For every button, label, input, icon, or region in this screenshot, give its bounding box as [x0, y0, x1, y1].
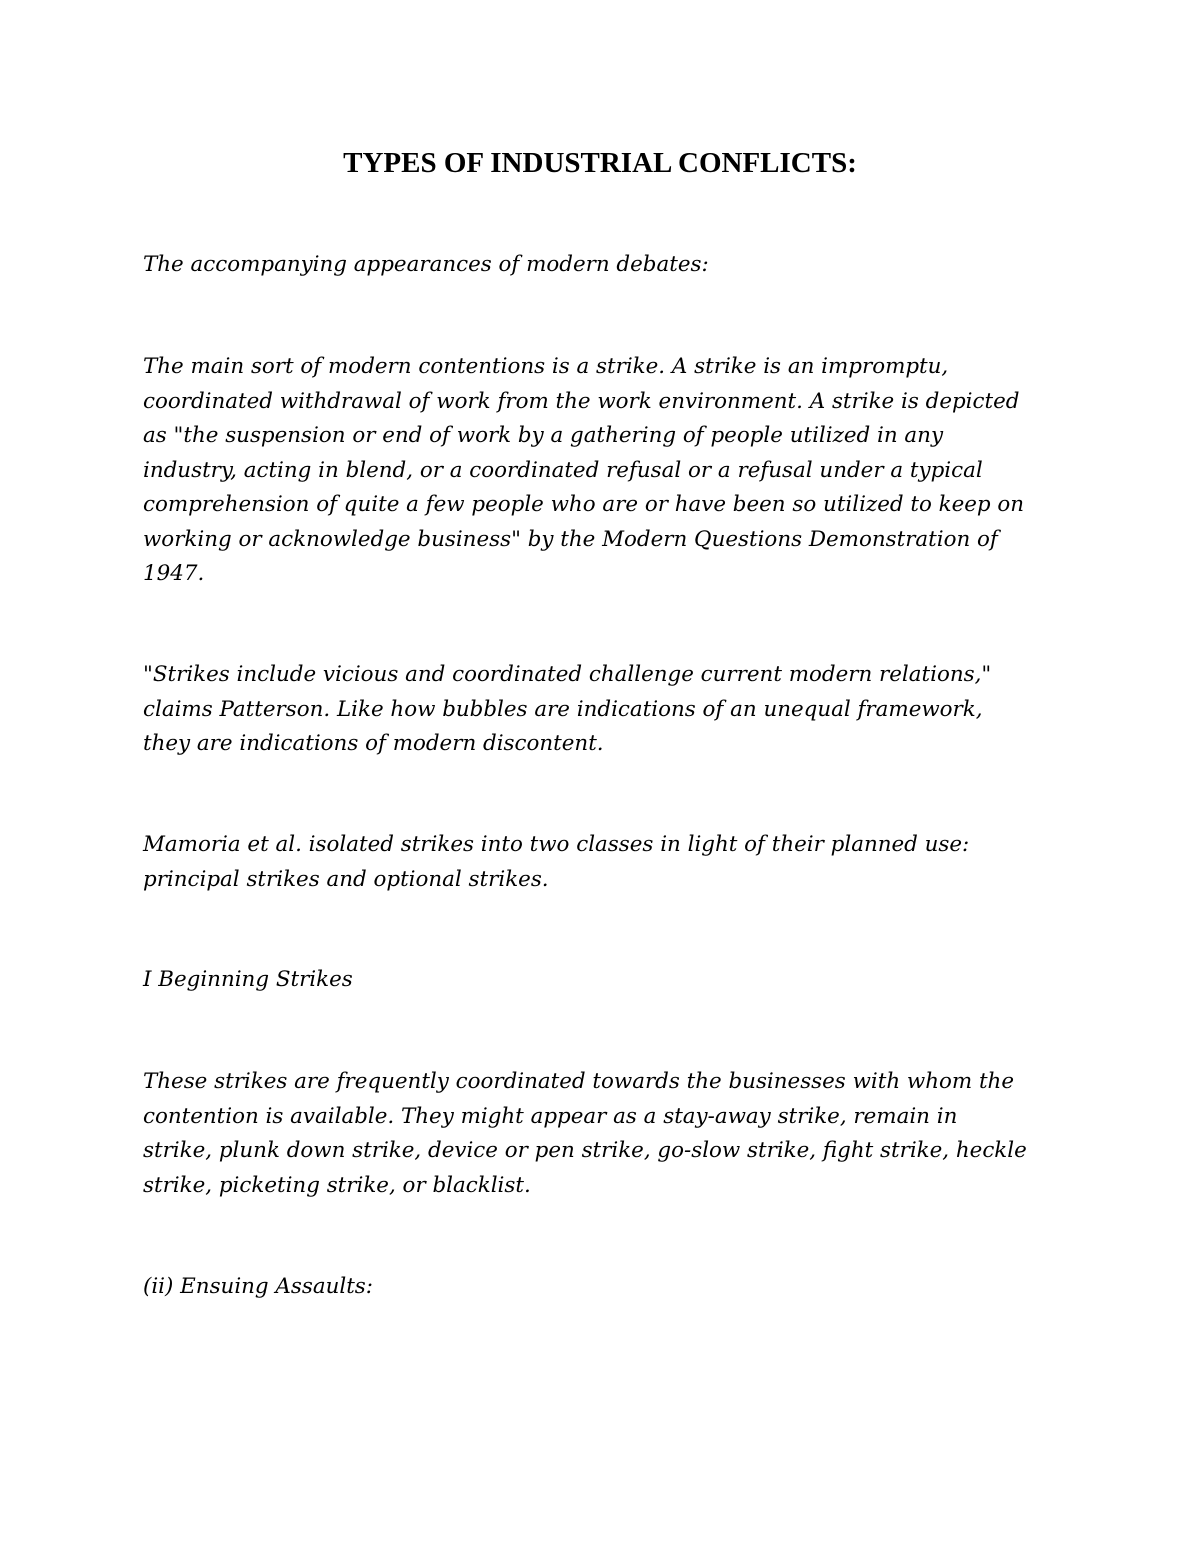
- paragraph-line: "Strikes include vicious and coordinated challenge current modern relations,": [143, 662, 992, 687]
- paragraph-line: claims Patterson. Like how bubbles are indications of an unequal framework,: [143, 696, 983, 722]
- paragraph-line: as "the suspension or end of work by a gathering of people utilized in any: [143, 423, 944, 448]
- primary-strikes-paragraph: [143, 1065, 1073, 1203]
- section-heading-beginning-strikes: [143, 963, 1073, 998]
- paragraph-line: contention is available. They might appear as a stay-away strike, remain in: [143, 1103, 958, 1129]
- paragraph-line: industry, acting in blend, or a coordinated refusal or a refusal under a typical: [143, 457, 983, 483]
- paragraph-line: The accompanying appearances of modern debates:: [143, 252, 709, 277]
- paragraph-line: principal strikes and optional strikes.: [143, 866, 549, 892]
- paragraph-line: strike, picketing strike, or blacklist.: [143, 1172, 531, 1198]
- document-title: TYPES OF INDUSTRIAL CONFLICTS:: [343, 147, 857, 179]
- section-heading-ensuing-assaults: [143, 1270, 1073, 1305]
- paragraph-line: coordinated withdrawal of work from the work environment. A strike is depicted: [143, 388, 1020, 414]
- mamoria-classes-paragraph: [143, 828, 1073, 897]
- paragraph-line: 1947.: [143, 561, 205, 586]
- paragraph-line: I Beginning Strikes: [143, 967, 353, 992]
- strike-definition-paragraph: [143, 350, 1073, 592]
- paragraph-line: strike, plunk down strike, device or pen strike, go-slow strike, fight strike, heckle: [143, 1138, 1027, 1163]
- paragraph-line: comprehension of quite a few people who are or have been so utilized to keep on: [143, 492, 1025, 517]
- intro-paragraph: [143, 248, 1073, 283]
- paragraph-line: These strikes are frequently coordinated towards the businesses with whom the: [143, 1069, 1014, 1094]
- paragraph-line: working or acknowledge business" by the Modern Questions Demonstration of: [143, 526, 998, 552]
- paragraph-line: Mamoria et al. isolated strikes into two classes in light of their planned use:: [143, 832, 970, 857]
- paragraph-line: (ii) Ensuing Assaults:: [143, 1274, 373, 1299]
- paragraph-line: they are indications of modern discontent.: [143, 731, 604, 756]
- patterson-quote-paragraph: [143, 658, 1073, 762]
- paragraph-line: The main sort of modern contentions is a strike. A strike is an impromptu,: [143, 354, 949, 379]
